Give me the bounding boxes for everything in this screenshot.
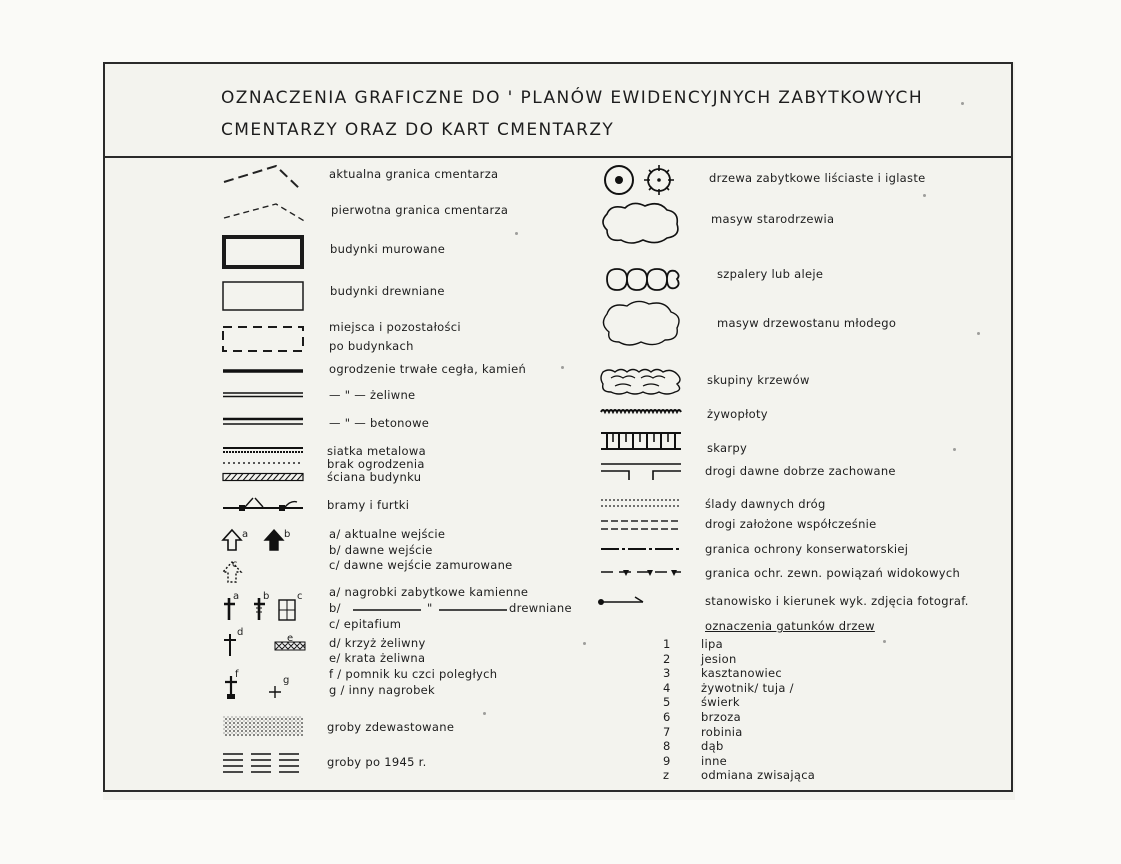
- hedges-symbol: [599, 406, 683, 418]
- current-entrance-icon: [221, 528, 243, 552]
- gates-symbol: [221, 494, 305, 514]
- concrete-fence-label: — " — betonowe: [329, 416, 430, 430]
- species-name: inne: [701, 753, 728, 768]
- former-building-label-1: miejsca i pozostałości: [329, 320, 461, 334]
- entrance-b-tag: b: [284, 529, 291, 540]
- shrub-groups-label: skupiny krzewów: [707, 373, 810, 387]
- tombstone-b-tag: b: [263, 591, 270, 602]
- old-roads-symbol: [599, 460, 683, 482]
- modern-roads-label: drogi założone współcześnie: [705, 517, 877, 531]
- original-boundary-label: pierwotna granica cmentarza: [331, 203, 509, 217]
- species-name: żywotnik/ tuja /: [701, 680, 794, 695]
- scan-speck: [977, 332, 980, 335]
- monument-label: f / pomnik ku czci poległych: [329, 667, 498, 681]
- post-1945-graves-label: groby po 1945 r.: [327, 755, 427, 769]
- title-line-1: OZNACZENIA GRAFICZNE DO ' PLANÓW EWIDENCYJNYCH ZABYTKOWYCH: [221, 88, 923, 108]
- tombstone-b-line-1: [353, 608, 421, 612]
- species-number: 1: [663, 637, 671, 651]
- building-wall-label: ściana budynku: [327, 470, 422, 484]
- heritage-trees-symbol: [599, 162, 689, 198]
- species-name: odmiana zwisająca: [701, 768, 816, 783]
- scan-speck: [953, 448, 956, 451]
- modern-roads-symbol: [599, 518, 683, 532]
- cast-iron-fence-symbol: [221, 390, 305, 400]
- view-protection-boundary-symbol: [599, 566, 683, 580]
- species-name: jesion: [701, 651, 737, 666]
- species-number: 9: [663, 753, 671, 768]
- epitaph-label: c/ epitafium: [329, 617, 402, 631]
- tombstone-b-ditto: ": [427, 601, 433, 615]
- metal-mesh-label: siatka metalowa: [327, 444, 426, 458]
- other-tomb-g-tag: g: [283, 675, 290, 686]
- entrance-c-label: c/ dawne wejście zamurowane: [329, 558, 513, 572]
- scan-speck: [923, 194, 926, 197]
- old-tree-mass-symbol: [597, 200, 683, 246]
- cast-iron-fence-label: — " — żeliwne: [329, 388, 416, 402]
- devastated-graves-symbol: [221, 714, 305, 738]
- species-name: dąb: [701, 739, 724, 754]
- tombstone-b-line-2: [439, 608, 507, 612]
- monument-f-tag: f: [235, 669, 239, 680]
- scan-speck: [583, 642, 586, 645]
- iron-grille-label: e/ krata żeliwna: [329, 651, 426, 665]
- iron-cross-label: d/ krzyż żeliwny: [329, 636, 426, 650]
- scan-speck: [961, 102, 964, 105]
- cross-d-tag: d: [237, 627, 244, 638]
- entrance-a-label: a/ aktualne wejście: [329, 527, 446, 541]
- shrub-groups-symbol: [597, 364, 687, 398]
- old-road-traces-symbol: [599, 496, 683, 510]
- former-entrance-icon: [263, 528, 285, 552]
- gates-label: bramy i furtki: [327, 498, 410, 512]
- brick-building-symbol: [221, 234, 305, 270]
- metal-mesh-symbol: [221, 446, 305, 454]
- tombstone-b-wooden-label: drewniane: [509, 601, 572, 615]
- slopes-label: skarpy: [707, 441, 748, 455]
- photo-position-symbol: [597, 594, 647, 608]
- current-boundary-symbol: [221, 160, 311, 200]
- species-header: oznaczenia gatunków drzew: [705, 619, 875, 633]
- title-line-2: CMENTARZY ORAZ DO KART CMENTARZY: [221, 120, 615, 140]
- tombstone-a-tag: a: [233, 591, 240, 602]
- title-divider: [103, 156, 1013, 158]
- permanent-fence-symbol: [221, 366, 305, 376]
- conservation-boundary-symbol: [599, 544, 683, 554]
- other-tomb-label: g / inny nagrobek: [329, 683, 435, 697]
- species-name: robinia: [701, 724, 743, 739]
- species-name: brzoza: [701, 710, 741, 724]
- old-roads-label: drogi dawne dobrze zachowane: [705, 464, 896, 478]
- legend-sheet: [103, 62, 1015, 800]
- species-name: kasztanowiec: [701, 666, 783, 681]
- old-tree-mass-label: masyw starodrzewia: [711, 212, 835, 226]
- species-number: 7: [663, 724, 671, 739]
- scan-speck: [483, 712, 486, 715]
- tombstone-a-label: a/ nagrobki zabytkowe kamienne: [329, 585, 529, 599]
- current-boundary-label: aktualna granica cmentarza: [329, 167, 499, 181]
- former-building-symbol: [221, 324, 305, 354]
- hedges-label: żywopłoty: [707, 407, 768, 421]
- wooden-building-label: budynki drewniane: [330, 284, 445, 298]
- species-number: 6: [663, 710, 671, 724]
- young-stand-mass-symbol: [597, 298, 683, 348]
- permanent-fence-label: ogrodzenie trwałe cegła, kamień: [329, 362, 527, 376]
- slopes-symbol: [599, 430, 683, 452]
- former-building-label-2: po budynkach: [329, 339, 414, 353]
- original-boundary-symbol: [221, 198, 311, 228]
- building-wall-symbol: [221, 472, 305, 482]
- heritage-trees-label: drzewa zabytkowe liściaste i iglaste: [709, 171, 926, 185]
- post-1945-graves-symbol: [221, 750, 305, 776]
- species-number: 5: [663, 695, 671, 710]
- devastated-graves-label: groby zdewastowane: [327, 720, 455, 734]
- old-road-traces-label: ślady dawnych dróg: [705, 497, 826, 511]
- species-number: z: [663, 768, 670, 783]
- species-number: 4: [663, 680, 671, 695]
- tombstone-b-label: b/: [329, 601, 341, 615]
- tree-rows-label: szpalery lub aleje: [717, 267, 824, 281]
- grille-e-tag: e: [287, 633, 294, 644]
- wooden-building-symbol: [221, 280, 305, 312]
- young-stand-mass-label: masyw drzewostanu młodego: [717, 316, 897, 330]
- species-number: 2: [663, 651, 671, 666]
- photo-position-label: stanowisko i kierunek wyk. zdjęcia fotograf.: [705, 594, 969, 608]
- iron-cross-and-grille-symbol: [221, 628, 317, 658]
- conservation-boundary-label: granica ochrony konserwatorskiej: [705, 542, 909, 556]
- tree-rows-symbol: [599, 266, 683, 292]
- species-number: 8: [663, 739, 671, 754]
- entrance-b-label: b/ dawne wejście: [329, 543, 433, 557]
- entrance-a-tag: a: [242, 529, 249, 540]
- brick-building-label: budynki murowane: [330, 242, 446, 256]
- species-name: świerk: [701, 695, 740, 710]
- concrete-fence-symbol: [221, 416, 305, 428]
- entrance-c-tag: c: [232, 559, 238, 570]
- no-fence-symbol: [221, 459, 305, 467]
- species-name: lipa: [701, 637, 723, 651]
- view-protection-boundary-label: granica ochr. zewn. powiązań widokowych: [705, 566, 961, 580]
- species-number: 3: [663, 666, 671, 681]
- scan-speck: [515, 232, 518, 235]
- tombstone-c-tag: c: [297, 591, 303, 602]
- scan-speck: [561, 366, 564, 369]
- scan-speck: [883, 640, 886, 643]
- no-fence-label: brak ogrodzenia: [327, 457, 425, 471]
